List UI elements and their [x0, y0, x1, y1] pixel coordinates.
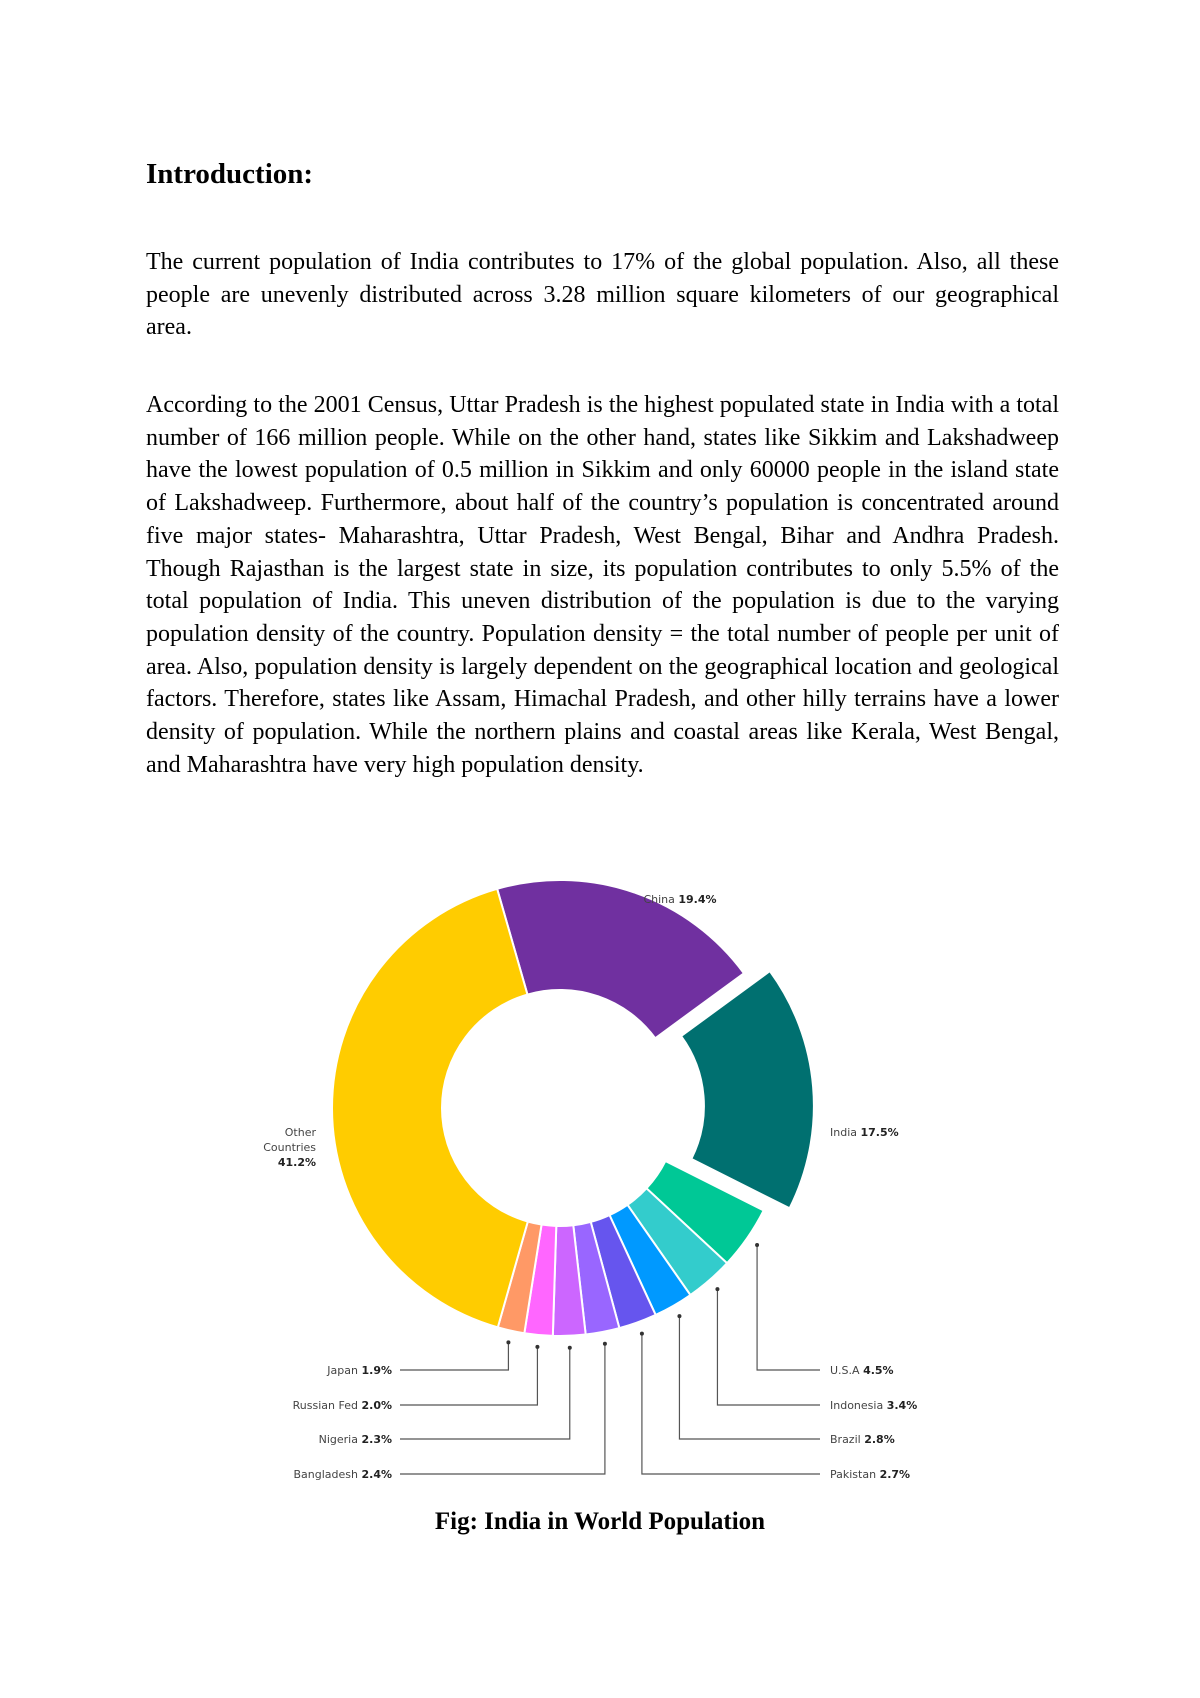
slice-india	[681, 971, 814, 1208]
leader-dot-pakistan	[640, 1332, 644, 1336]
leader-line-u-s-a	[757, 1245, 820, 1370]
label-nigeria: Nigeria 2.3%	[318, 1433, 392, 1446]
leader-line-indonesia	[717, 1289, 820, 1405]
label-china: China 19.4%	[643, 893, 717, 906]
section-heading: Introduction:	[146, 158, 314, 190]
leader-dot-u-s-a	[755, 1243, 759, 1247]
leader-dot-nigeria	[568, 1346, 572, 1350]
intro-paragraph-1: The current population of India contributes to 17% of the global population. Also, all these people are unevenly distributed across 3.28 million square kilometers of our geographical area.	[146, 249, 1059, 341]
label-japan: Japan 1.9%	[327, 1364, 392, 1377]
slice-other-countries	[332, 889, 528, 1328]
label-india: India 17.5%	[830, 1126, 899, 1139]
leader-line-japan	[400, 1342, 508, 1370]
label-russian-fed: Russian Fed 2.0%	[292, 1399, 392, 1412]
label-u-s-a: U.S.A 4.5%	[830, 1364, 894, 1377]
leader-line-pakistan	[642, 1334, 820, 1474]
intro-paragraph-2: According to the 2001 Census, Uttar Pradesh is the highest populated state in India with a total number of 166 million people. While on the other hand, states like Sikkim and Lakshadweep have the lowest population of 0.5 million in Sikkim and only 60000 people in the island state of Lakshadweep. Furthermore, about half of the country’s population is concentrated around five major states- Maharashtra, Uttar Pradesh, West Bengal, Bihar and Andhra Pradesh. Though Rajasthan is the largest state in size, its population contributes to only 5.5% of the total population of India. This uneven distribution of the population is due to the varying population density of the country. Population density = the total number of people per unit of area. Also, population density is largely dependent on the geographical location and geological factors. Therefore, states like Assam, Himachal Pradesh, and other hilly terrains have a lower density of population. While the northern plains and coastal areas like Kerala, West Bengal, and Maharashtra have very high population density.	[146, 392, 1059, 778]
leader-dot-russian-fed	[535, 1345, 539, 1349]
leader-dot-brazil	[677, 1314, 681, 1318]
figure-caption: Fig: India in World Population	[434, 1508, 766, 1535]
label-bangladesh: Bangladesh 2.4%	[293, 1468, 392, 1481]
leader-dot-bangladesh	[603, 1342, 607, 1346]
leader-line-bangladesh	[400, 1344, 605, 1474]
leader-line-brazil	[679, 1316, 820, 1439]
label-indonesia: Indonesia 3.4%	[830, 1399, 918, 1412]
leader-line-nigeria	[400, 1348, 570, 1439]
label-brazil: Brazil 2.8%	[830, 1433, 895, 1446]
label-pakistan: Pakistan 2.7%	[830, 1468, 911, 1481]
leader-line-russian-fed	[400, 1347, 537, 1405]
leader-dot-indonesia	[715, 1287, 719, 1291]
label-other-countries: Other Countries 41.2%	[263, 1126, 316, 1169]
leader-dot-japan	[506, 1340, 510, 1344]
